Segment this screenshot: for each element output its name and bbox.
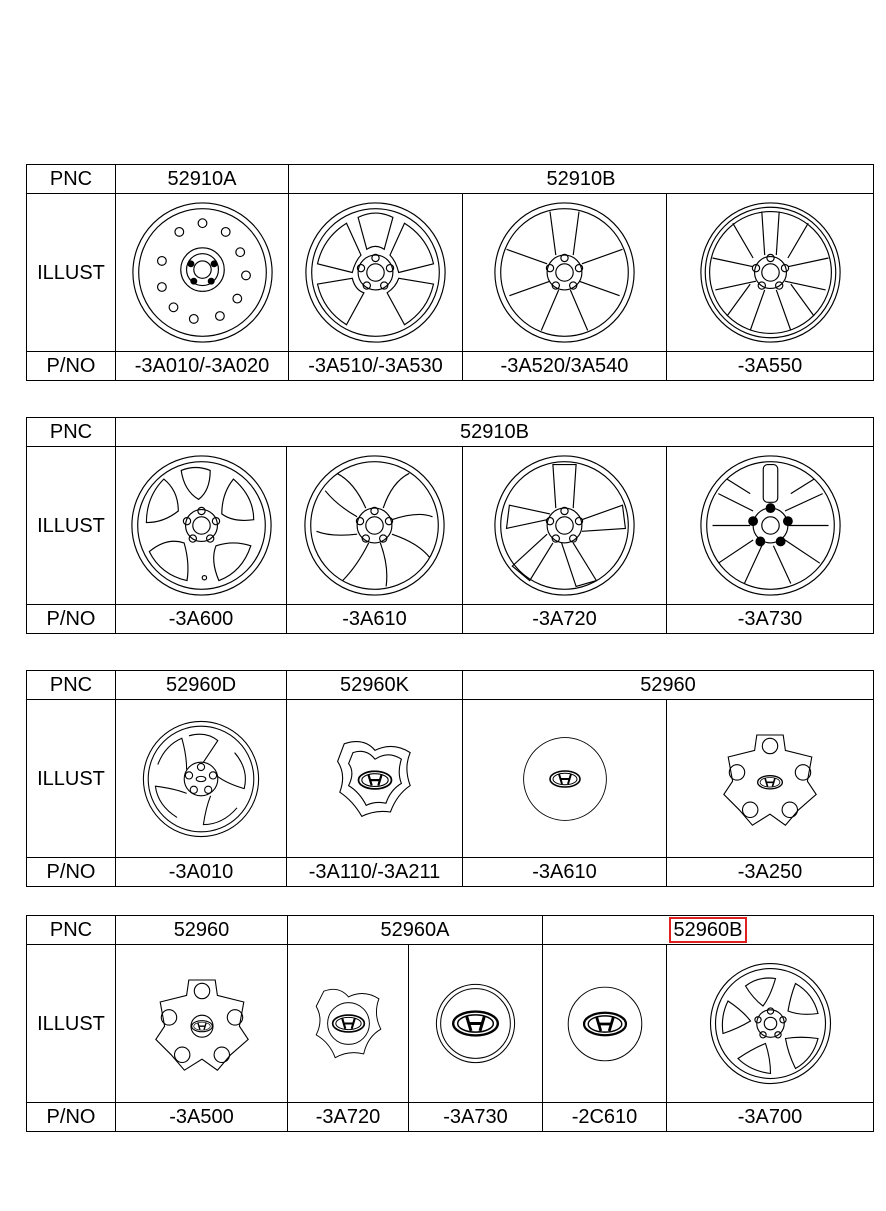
pnc-label: PNC xyxy=(27,671,116,700)
pnc-cell: 52960K xyxy=(287,671,463,700)
pnc-label: PNC xyxy=(27,165,116,194)
five-spoke-alloy-wheel-icon[interactable] xyxy=(463,194,667,352)
part-number[interactable]: -3A720 xyxy=(288,1103,409,1132)
round-center-cap-icon[interactable] xyxy=(409,945,543,1103)
illust-label: ILLUST xyxy=(27,700,116,858)
part-number[interactable]: -2C610 xyxy=(543,1103,667,1132)
highlighted-pnc[interactable]: 52960B xyxy=(669,917,748,943)
pnc-cell: 52910B xyxy=(116,418,874,447)
ten-spoke-alloy-wheel-icon[interactable] xyxy=(667,194,874,352)
five-spoke-alloy-wheel-icon[interactable] xyxy=(289,194,463,352)
part-number[interactable]: -3A730 xyxy=(409,1103,543,1132)
parts-table-1 xyxy=(26,164,874,381)
parts-table-3 xyxy=(26,670,874,887)
pno-label: P/NO xyxy=(27,1103,116,1132)
pnc-label: PNC xyxy=(27,418,116,447)
parts-table-2 xyxy=(26,417,874,634)
pnc-cell: 52910B xyxy=(289,165,874,194)
star-center-cap-icon[interactable] xyxy=(667,700,874,858)
five-window-alloy-wheel-icon[interactable] xyxy=(116,447,287,605)
part-number[interactable]: -3A610 xyxy=(463,858,667,887)
pnc-cell: 52960D xyxy=(116,671,287,700)
pnc-cell: 52960A xyxy=(288,916,543,945)
part-number[interactable]: -3A110/-3A211 xyxy=(287,858,463,887)
part-number[interactable]: -3A700 xyxy=(667,1103,874,1132)
pno-label: P/NO xyxy=(27,605,116,634)
full-wheel-cover-icon[interactable] xyxy=(116,700,287,858)
part-number[interactable]: -3A550 xyxy=(667,352,874,381)
star-center-cap-icon[interactable] xyxy=(287,700,463,858)
round-center-cap-icon[interactable] xyxy=(543,945,667,1103)
star-center-cap-icon[interactable] xyxy=(288,945,409,1103)
star-center-cap-icon[interactable] xyxy=(116,945,288,1103)
part-number[interactable]: -3A510/-3A530 xyxy=(289,352,463,381)
pno-label: P/NO xyxy=(27,858,116,887)
part-number[interactable]: -3A720 xyxy=(463,605,667,634)
curved-seven-spoke-alloy-wheel-icon[interactable] xyxy=(287,447,463,605)
five-spoke-alloy-wheel-icon[interactable] xyxy=(463,447,667,605)
part-number[interactable]: -3A610 xyxy=(287,605,463,634)
steel-wheel-icon[interactable] xyxy=(116,194,289,352)
part-number[interactable]: -3A010/-3A020 xyxy=(116,352,289,381)
part-number[interactable]: -3A520/3A540 xyxy=(463,352,667,381)
pnc-cell: 52910A xyxy=(116,165,289,194)
parts-table-4 xyxy=(26,915,874,1132)
pnc-cell-highlighted xyxy=(543,916,874,945)
pnc-cell: 52960 xyxy=(463,671,874,700)
illust-label: ILLUST xyxy=(27,194,116,352)
pnc-cell: 52960 xyxy=(116,916,288,945)
part-number[interactable]: -3A730 xyxy=(667,605,874,634)
pnc-label: PNC xyxy=(27,916,116,945)
illust-label: ILLUST xyxy=(27,447,116,605)
part-number[interactable]: -3A600 xyxy=(116,605,287,634)
part-number[interactable]: -3A250 xyxy=(667,858,874,887)
round-center-cap-icon[interactable] xyxy=(463,700,667,858)
part-number[interactable]: -3A500 xyxy=(116,1103,288,1132)
pno-label: P/NO xyxy=(27,352,116,381)
part-number[interactable]: -3A010 xyxy=(116,858,287,887)
illust-label: ILLUST xyxy=(27,945,116,1103)
full-wheel-cover-icon[interactable] xyxy=(667,945,874,1103)
ten-spoke-alloy-wheel-icon[interactable] xyxy=(667,447,874,605)
